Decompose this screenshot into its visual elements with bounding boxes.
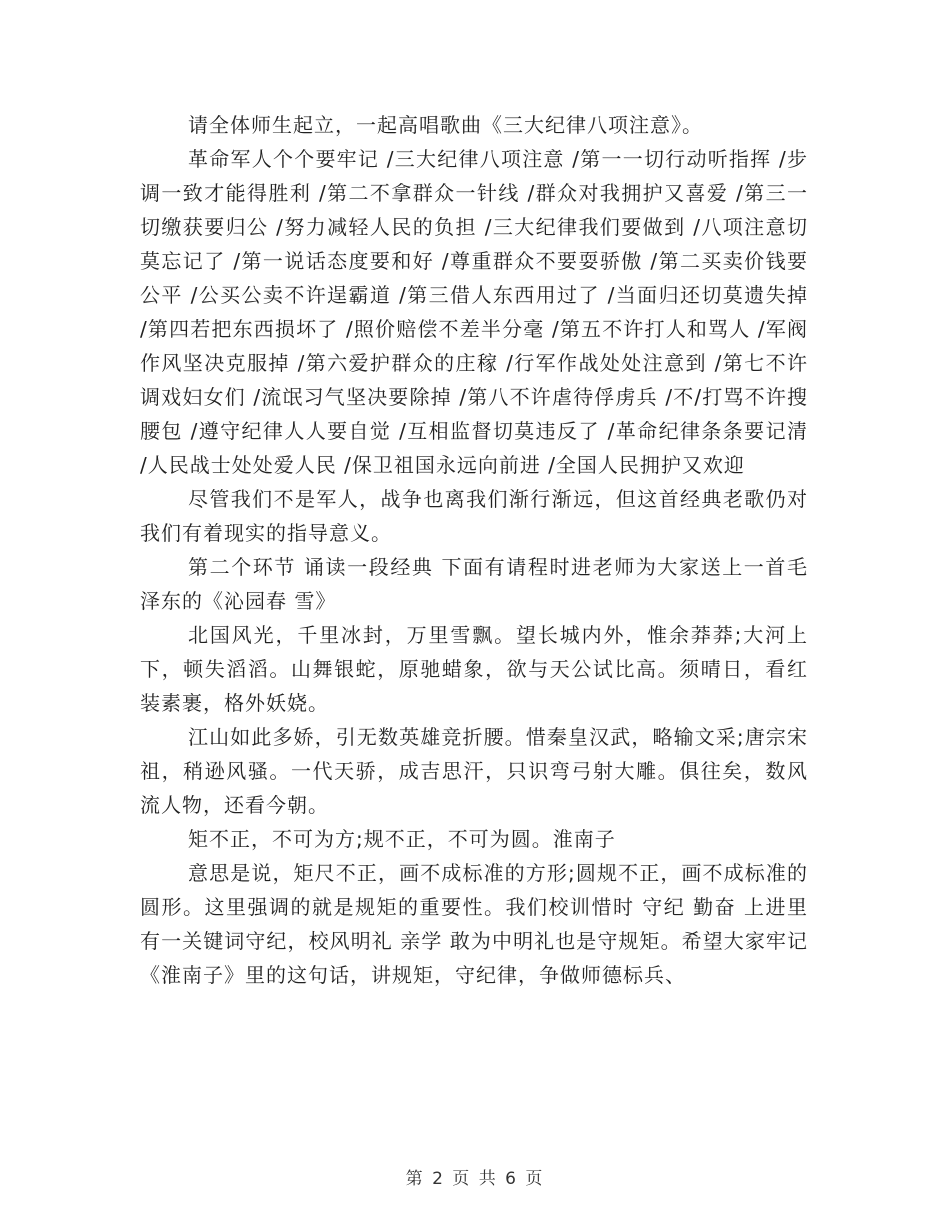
paragraph-quote: 矩不正，不可为方;规不正，不可为圆。淮南子	[188, 827, 616, 851]
page-number-footer: 第 2 页 共 6 页	[405, 1169, 545, 1189]
paragraph-invitation: 请全体师生起立，一起高唱歌曲《三大纪律八项注意》。	[188, 113, 703, 137]
paragraph-explanation: 意思是说，矩尺不正，画不成标准的方形;圆规不正，画不成标准的圆形。这里强调的就是规矩的重要性。我们校训惜时 守纪 勤奋 上进里有一关键词守纪，校风明礼 亲学 敢为中明礼也是守规矩。希望大家牢记《淮南子》里的这句话，讲规矩，守纪律，争做师德标兵、	[140, 861, 808, 987]
paragraph-poem-stanza-1: 北国风光，千里冰封，万里雪飘。望长城内外，惟余莽莽;大河上下，顿失滔滔。山舞银蛇，原驰蜡象，欲与天公试比高。须晴日，看红装素裹，格外妖娆。	[140, 623, 808, 715]
paragraph-second-segment: 第二个环节 诵读一段经典 下面有请程时进老师为大家送上一首毛泽东的《沁园春 雪》	[140, 555, 808, 613]
paragraph-poem-stanza-2: 江山如此多娇，引无数英雄竞折腰。惜秦皇汉武，略输文采;唐宗宋祖，稍逊风骚。一代天骄，成吉思汗，只识弯弓射大雕。俱往矣，数风流人物，还看今朝。	[140, 725, 808, 817]
paragraph-reflection: 尽管我们不是军人，战争也离我们渐行渐远，但这首经典老歌仍对我们有着现实的指导意义。	[140, 487, 808, 545]
document-body	[140, 108, 808, 992]
paragraph-song-lyrics: 革命军人个个要牢记 /三大纪律八项注意 /第一一切行动听指挥 /步调一致才能得胜利 /第二不拿群众一针线 /群众对我拥护又喜爱 /第三一切缴获要归公 /努力减轻人民的负担 /三大纪律我们要做到 /八项注意切莫忘记了 /第一说话态度要和好 /尊重群众不要耍骄傲 /第二买卖价钱要公平 /公买公卖不许逞霸道 /第三借人东西用过了 /当面归还切莫遗失掉 /第四若把东西损坏了 /照价赔偿不差半分毫 /第五不许打人和骂人 /军阀作风坚决克服掉 /第六爱护群众的庄稼 /行军作战处处注意到 /第七不许调戏妇女们 /流氓习气坚决要除掉 /第八不许虐待俘虏兵 /不/打骂不许搜腰包 /遵守纪律人人要自觉 /互相监督切莫违反了 /革命纪律条条要记清 /人民战士处处爱人民 /保卫祖国永远向前进 /全国人民拥护又欢迎	[140, 147, 808, 477]
